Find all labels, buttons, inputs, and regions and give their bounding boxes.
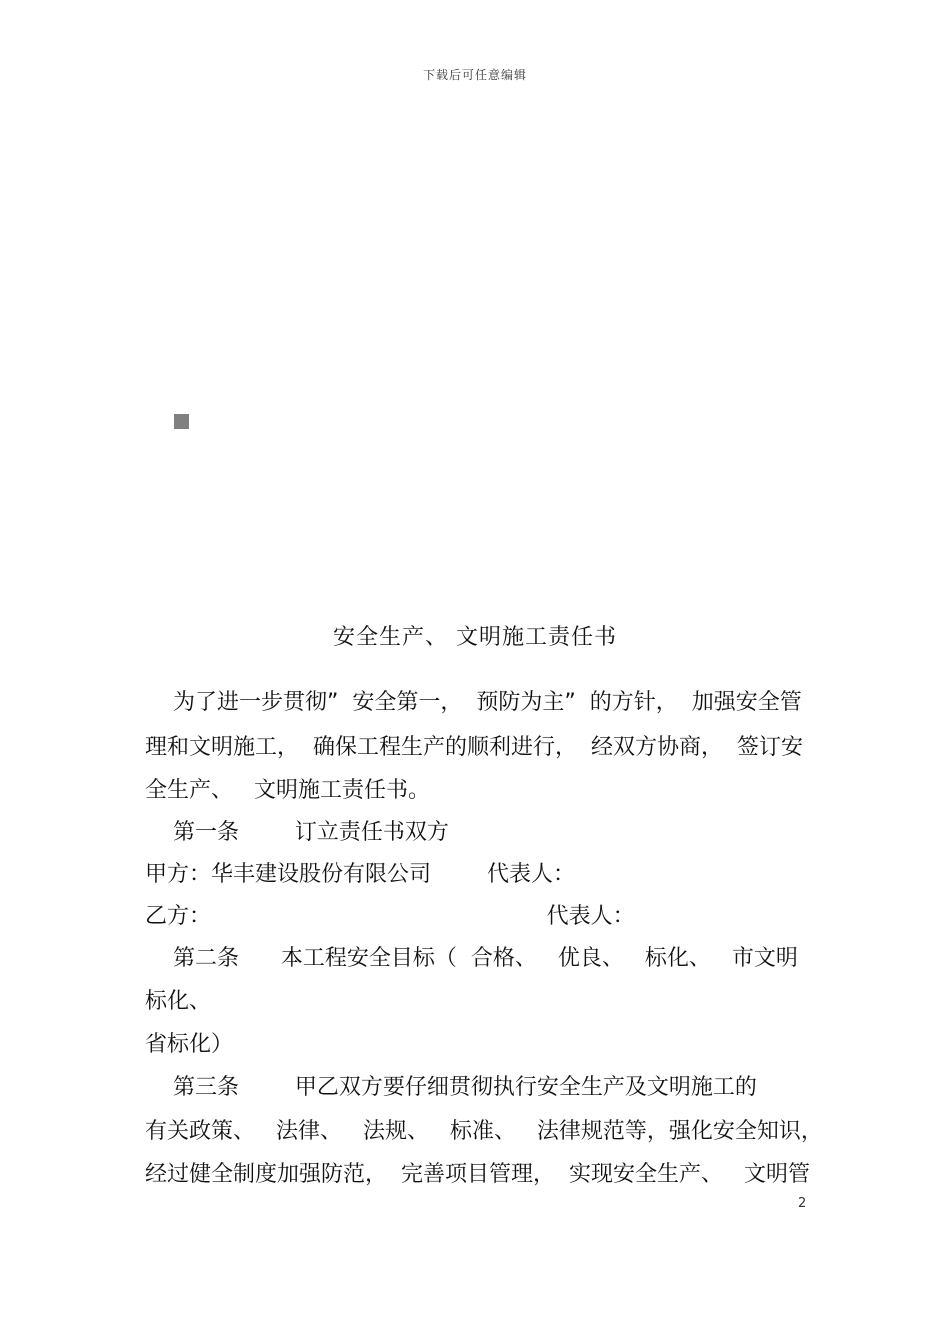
body-line: 为了进一步贯彻” 安全第一， 预防为主” 的方针， 加强安全管 <box>145 690 802 715</box>
body-line: 全生产、 文明施工责任书。 <box>145 778 430 803</box>
party-b-line: 乙方： 代表人： <box>145 904 635 929</box>
body-line: 经过健全制度加强防范， 完善项目管理， 实现安全生产、 文明管 <box>145 1162 810 1187</box>
page-number: 2 <box>798 1196 807 1211</box>
page-header: 下载后可任意编辑 <box>422 68 527 82</box>
clause-heading: 第三条 甲乙双方要仔细贯彻执行安全生产及文明施工的 <box>145 1075 757 1100</box>
clause-heading: 第一条 订立责任书双方 <box>145 820 449 845</box>
party-a-line: 甲方：华丰建设股份有限公司 代表人： <box>145 862 575 887</box>
body-line: 有关政策、 法律、 法规、 标准、 法律规范等，强化安全知识， <box>145 1119 823 1144</box>
body-line: 省标化） <box>145 1032 234 1057</box>
body-line: 标化、 <box>145 989 212 1014</box>
body-line: 理和文明施工， 确保工程生产的顺利进行， 经双方协商， 签订安 <box>145 735 803 760</box>
document-title: 安全生产、 文明施工责任书 <box>333 625 617 650</box>
bullet-square-icon <box>174 414 189 429</box>
clause-heading: 第二条 本工程安全目标（ 合格、 优良、 标化、 市文明 <box>145 946 798 971</box>
